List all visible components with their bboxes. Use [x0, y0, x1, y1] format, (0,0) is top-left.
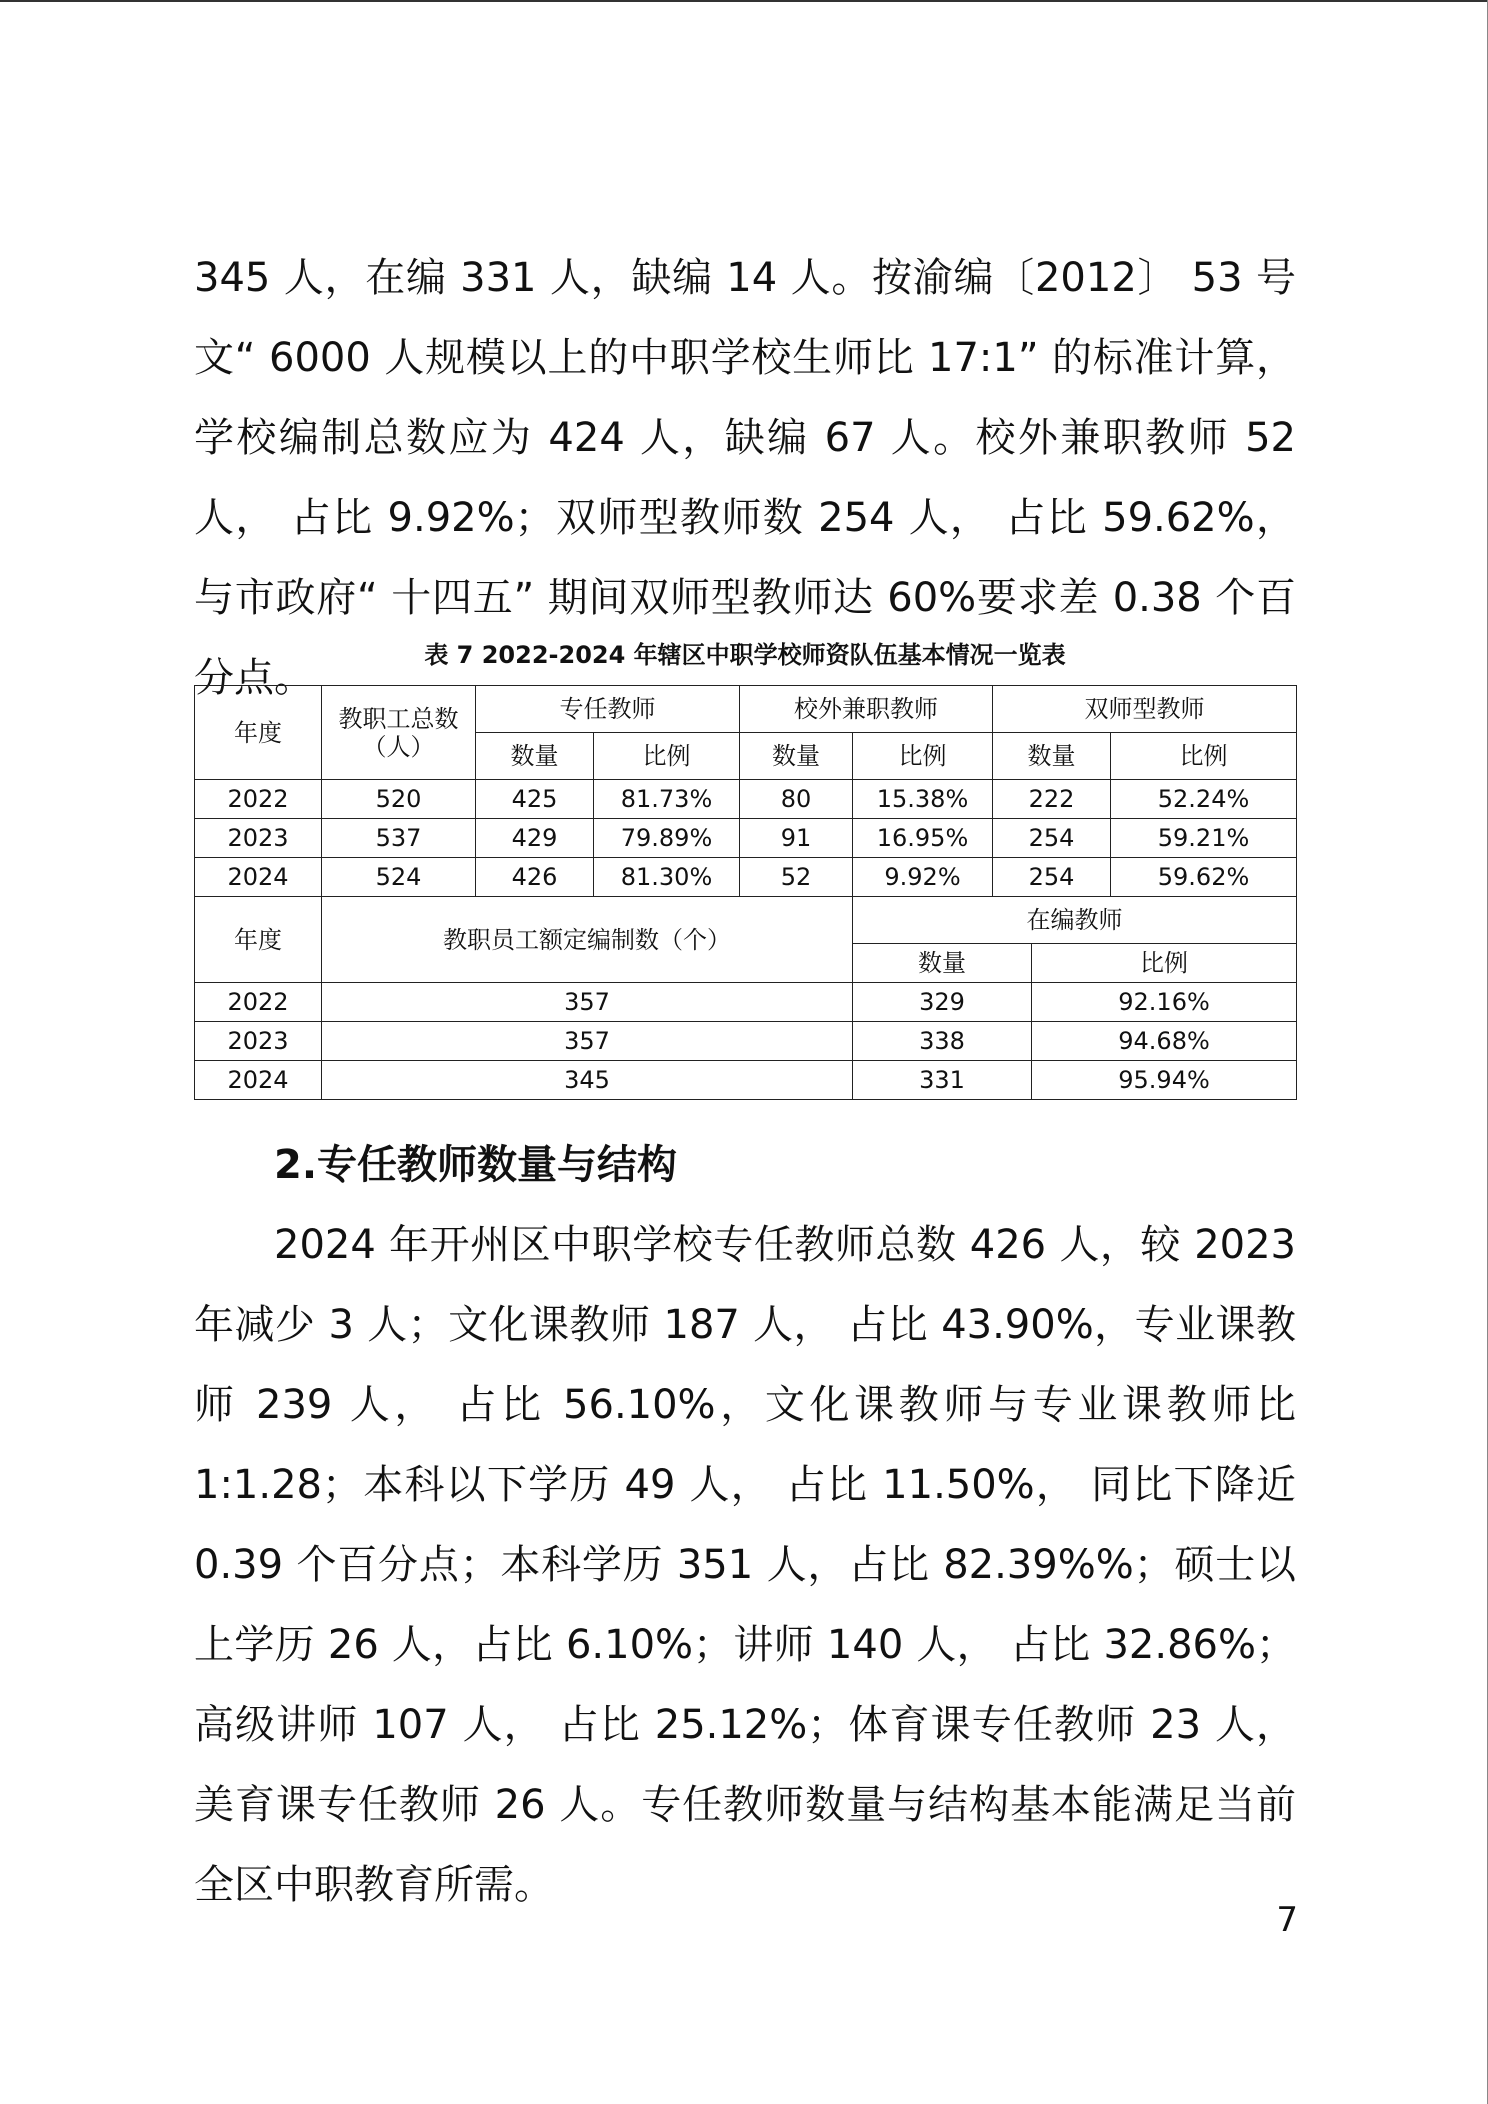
header-total-staff: 教职工总数（人） — [322, 686, 476, 780]
table-row — [195, 858, 1297, 897]
header-year: 年度 — [195, 897, 322, 983]
cell-total-staff: 520 — [322, 780, 476, 819]
header-staff-quota: 教职员工额定编制数（个） — [322, 897, 853, 983]
cell-part-time-ratio: 16.95% — [853, 819, 993, 858]
cell-part-time-count: 52 — [740, 858, 853, 897]
cell-year: 2024 — [195, 1061, 322, 1100]
header-full-time-teachers: 专任教师 — [476, 686, 740, 733]
cell-staff-quota: 357 — [322, 1022, 853, 1061]
header-part-time-teachers: 校外兼职教师 — [740, 686, 993, 733]
cell-on-staff-ratio: 95.94% — [1032, 1061, 1297, 1100]
header-count: 数量 — [853, 944, 1032, 983]
cell-on-staff-count: 338 — [853, 1022, 1032, 1061]
cell-full-time-count: 426 — [476, 858, 594, 897]
header-ratio: 比例 — [594, 733, 740, 780]
cell-part-time-ratio: 15.38% — [853, 780, 993, 819]
header-count: 数量 — [740, 733, 853, 780]
cell-dual-count: 254 — [993, 819, 1111, 858]
table-row — [195, 780, 1297, 819]
table-row — [195, 1061, 1297, 1100]
table-header-row-1 — [195, 686, 1297, 733]
page-number: 7 — [1276, 1900, 1298, 1940]
cell-on-staff-ratio: 92.16% — [1032, 983, 1297, 1022]
cell-part-time-ratio: 9.92% — [853, 858, 993, 897]
cell-year: 2022 — [195, 780, 322, 819]
cell-year: 2023 — [195, 1022, 322, 1061]
cell-year: 2022 — [195, 983, 322, 1022]
header-ratio: 比例 — [853, 733, 993, 780]
cell-staff-quota: 345 — [322, 1061, 853, 1100]
table-row — [195, 819, 1297, 858]
page-top-border — [0, 0, 1488, 2]
cell-full-time-ratio: 81.73% — [594, 780, 740, 819]
cell-on-staff-count: 331 — [853, 1061, 1032, 1100]
header-year: 年度 — [195, 686, 322, 780]
cell-staff-quota: 357 — [322, 983, 853, 1022]
cell-dual-count: 222 — [993, 780, 1111, 819]
table-row — [195, 983, 1297, 1022]
paragraph-full-time-teachers: 2024 年开州区中职学校专任教师总数 426 人，较 2023 年减少 3 人；文化课教师 187 人， 占比 43.90%，专业课教师 239 人， 占比 56.10%，文化课教师与专业课教师比 1:1.28；本科以下学历 49 人， 占比 11.50%， 同比下降近 0.39 个百分点；本科学历 351 人，占比 82.39%%；硕士以上学历 26 人，占比 6.10%；讲师 140 人， 占比 32.86%；高级讲师 107 人， 占比 25.12%；体育课专任教师 23 人，美育课专任教师 26 人。专任教师数量与结构基本能满足当前全区中职教育所需。 — [194, 1222, 1296, 1908]
cell-dual-ratio: 59.62% — [1111, 858, 1297, 897]
table-header-row-3 — [195, 897, 1297, 944]
header-ratio: 比例 — [1111, 733, 1297, 780]
cell-on-staff-ratio: 94.68% — [1032, 1022, 1297, 1061]
cell-year: 2023 — [195, 819, 322, 858]
teacher-staff-table — [194, 685, 1297, 1100]
cell-part-time-count: 91 — [740, 819, 853, 858]
cell-dual-count: 254 — [993, 858, 1111, 897]
table-row — [195, 1022, 1297, 1061]
cell-total-staff: 524 — [322, 858, 476, 897]
header-dual-teachers: 双师型教师 — [993, 686, 1297, 733]
cell-year: 2024 — [195, 858, 322, 897]
cell-full-time-ratio: 81.30% — [594, 858, 740, 897]
paragraph-staffing: 345 人，在编 331 人，缺编 14 人。按渝编〔2012〕 53 号文“ 6000 人规模以上的中职学校生师比 17:1” 的标准计算，学校编制总数应为 424 人，缺编 67 人。校外兼职教师 52 人， 占比 9.92%；双师型教师数 254 人， 占比 59.62%，与市政府“ 十四五” 期间双师型教师达 60%要求差 0.38 个百分点。 — [194, 255, 1296, 701]
cell-full-time-count: 429 — [476, 819, 594, 858]
header-count: 数量 — [476, 733, 594, 780]
cell-full-time-count: 425 — [476, 780, 594, 819]
cell-full-time-ratio: 79.89% — [594, 819, 740, 858]
cell-total-staff: 537 — [322, 819, 476, 858]
header-on-staff-teachers: 在编教师 — [853, 897, 1297, 944]
cell-on-staff-count: 329 — [853, 983, 1032, 1022]
table-caption: 表 7 2022-2024 年辖区中职学校师资队伍基本情况一览表 — [424, 641, 1066, 669]
header-ratio: 比例 — [1032, 944, 1297, 983]
cell-part-time-count: 80 — [740, 780, 853, 819]
cell-dual-ratio: 59.21% — [1111, 819, 1297, 858]
cell-dual-ratio: 52.24% — [1111, 780, 1297, 819]
section-heading: 2.专任教师数量与结构 — [274, 1142, 678, 1188]
header-count: 数量 — [993, 733, 1111, 780]
